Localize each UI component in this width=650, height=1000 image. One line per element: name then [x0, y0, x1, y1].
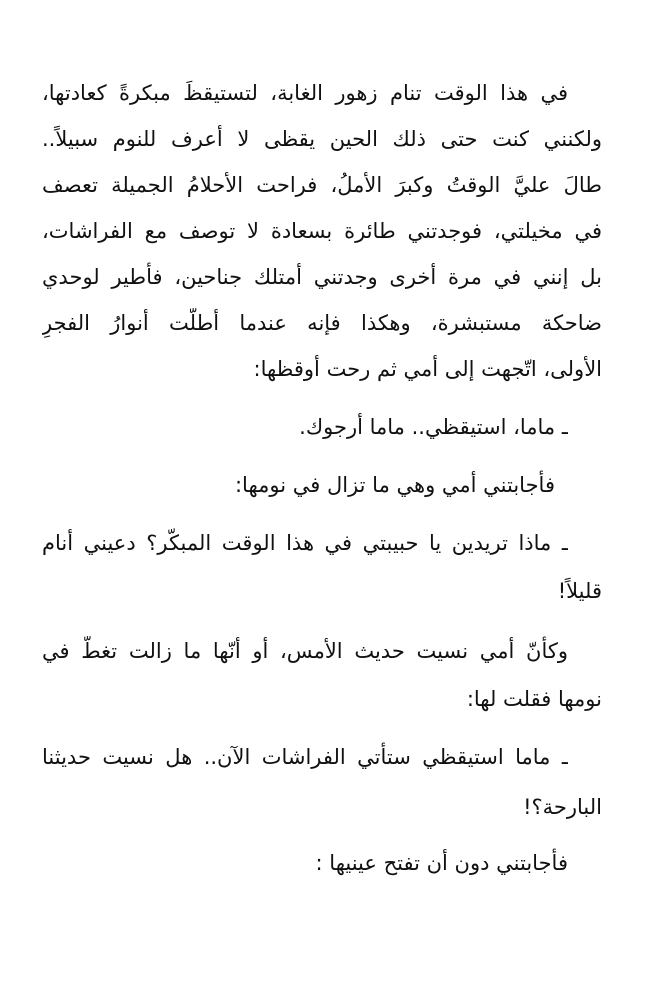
narration-line-1: فأجابتني أمي وهي ما تزال في نومها:: [234, 473, 555, 497]
text-line-3: طالَ عليَّ الوقتُ وكبرَ الأملُ، فراحت الأحلامُ الجميلة تعصف: [42, 173, 602, 197]
dialogue-line-3: ـ ماما استيقظي ستأتي الفراشات الآن.. هل نسيت حديثنا: [42, 745, 568, 769]
dialogue-line-3-cont: البارحة؟!: [523, 795, 602, 819]
narration-line-2: وكأنّ أمي نسيت حديث الأمس، أو أنّها ما زالت تغطّ في: [42, 639, 568, 663]
dialogue-line-2: ـ ماذا تريدين يا حبيبتي في هذا الوقت المبكّر؟ دعيني أنام: [42, 531, 568, 555]
text-line-5: بل إنني في مرة أخرى وجدتني أمتلك جناحين، فأطير لوحدي: [42, 265, 602, 289]
text-line-7: الأولى، اتّجهت إلى أمي ثم رحت أوقظها:: [253, 357, 602, 381]
text-line-2: ولكنني كنت حتى ذلك الحين يقظى لا أعرف للنوم سبيلاً..: [42, 127, 602, 151]
dialogue-line-2-cont: قليلاً!: [557, 579, 602, 603]
text-line-1: في هذا الوقت تنام زهور الغابة، لتستيقظَ مبكرةً كعادتها،: [42, 81, 568, 105]
text-line-6: ضاحكة مستبشرة، وهكذا فإنه عندما أطلّت أنوارُ الفجرِ: [42, 311, 602, 335]
narration-line-2-cont: نومها فقلت لها:: [466, 687, 602, 711]
dialogue-line-1: ـ ماما، استيقظي.. ماما أرجوك.: [299, 415, 568, 439]
text-line-4: في مخيلتي، فوجدتني طائرة بسعادة لا توصف مع الفراشات،: [42, 219, 602, 243]
narration-line-3: فأجابتني دون أن تفتح عينيها :: [315, 851, 568, 875]
